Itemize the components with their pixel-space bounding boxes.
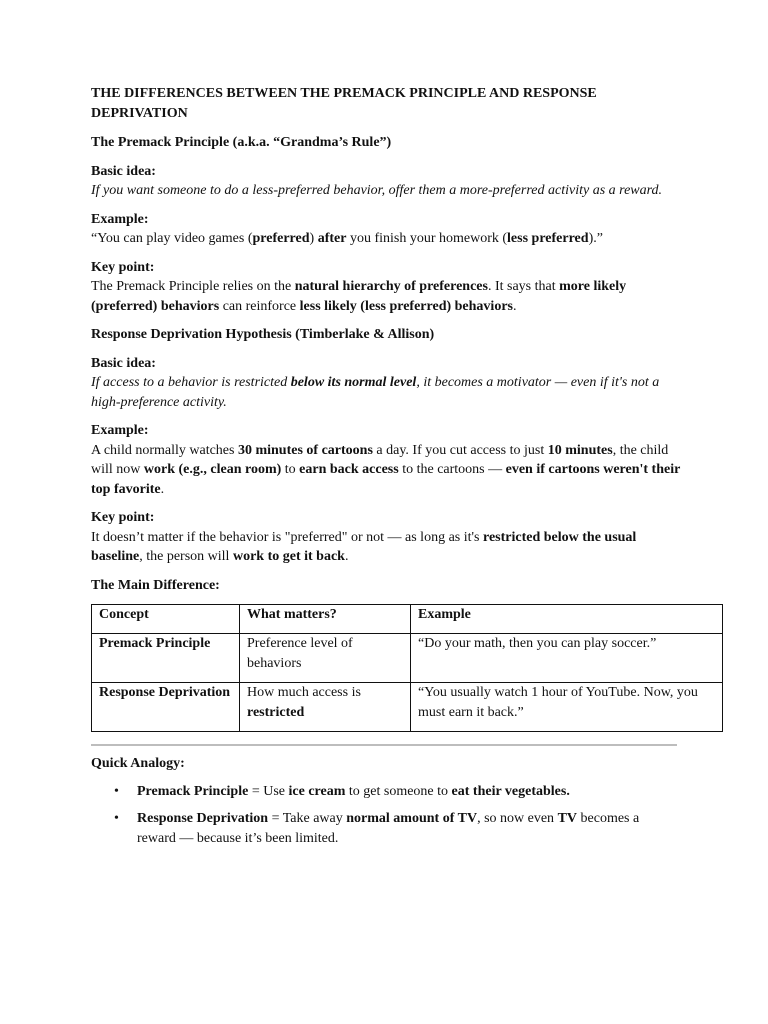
list-item: • Response Deprivation = Take away normal amount of TV, so now even TV becomes a reward — because it’s been limited. xyxy=(114,811,640,846)
bullet-icon: • xyxy=(114,783,119,799)
table-header-what-matters: What matters? xyxy=(240,605,411,634)
bullet-icon: • xyxy=(114,811,119,826)
analogy-heading: Quick Analogy: xyxy=(91,756,185,771)
analogy-list xyxy=(91,782,681,849)
difference-table xyxy=(91,604,723,732)
response-basic-text: If access to a behavior is restricted below its normal level, it becomes a motivator — even if it's not a high-preference activity. xyxy=(91,375,660,410)
response-heading: Response Deprivation Hypothesis (Timberlake & Allison) xyxy=(91,327,435,342)
table-row xyxy=(92,634,723,683)
table-cell-matters: How much access is restricted xyxy=(240,683,411,732)
table-cell-example: “You usually watch 1 hour of YouTube. Now, you must earn it back.” xyxy=(411,683,723,732)
response-key-text: It doesn’t matter if the behavior is "preferred" or not — as long as it's restricted below the usual baseline, the person will work to get it back. xyxy=(91,529,637,564)
response-basic-label: Basic idea: xyxy=(91,355,156,371)
premack-key-label: Key point: xyxy=(91,259,155,275)
main-difference-heading: The Main Difference: xyxy=(91,577,220,593)
table-cell-concept: Premack Principle xyxy=(92,634,240,683)
premack-example-label: Example: xyxy=(91,211,149,227)
document-page xyxy=(91,84,698,856)
table-header-row xyxy=(92,605,723,634)
premack-key-text: The Premack Principle relies on the natural hierarchy of preferences. It says that more likely (preferred) behaviors can reinforce less likely (less preferred) behaviors. xyxy=(91,279,627,314)
premack-example-text: “You can play video games (preferred) after you finish your homework (less preferred).” xyxy=(91,231,603,246)
table-cell-matters: Preference level of behaviors xyxy=(240,634,411,683)
response-example-text: A child normally watches 30 minutes of cartoons a day. If you cut access to just 10 minutes, the child will now work (e.g., clean room) to earn back access to the cartoons — even if cartoons weren't their top favorite. xyxy=(91,442,681,497)
table-header-example: Example xyxy=(411,605,723,634)
list-item: • Premack Principle = Use ice cream to get someone to eat their vegetables. xyxy=(91,782,681,802)
table-row xyxy=(92,683,723,732)
table-cell-example: “Do your math, then you can play soccer.” xyxy=(411,634,723,683)
table-header-concept: Concept xyxy=(92,605,240,634)
response-example-label: Example: xyxy=(91,423,149,438)
response-key-label: Key point: xyxy=(91,510,155,525)
table-cell-concept: Response Deprivation xyxy=(92,683,240,732)
page-title: THE DIFFERENCES BETWEEN THE PREMACK PRINCIPLE AND RESPONSE DEPRIVATION xyxy=(91,86,597,121)
premack-basic-text: If you want someone to do a less-preferred behavior, offer them a more-preferred activity as a reward. xyxy=(91,183,663,198)
premack-basic-label: Basic idea: xyxy=(91,163,156,179)
premack-heading: The Premack Principle (a.k.a. “Grandma’s Rule”) xyxy=(91,135,392,150)
